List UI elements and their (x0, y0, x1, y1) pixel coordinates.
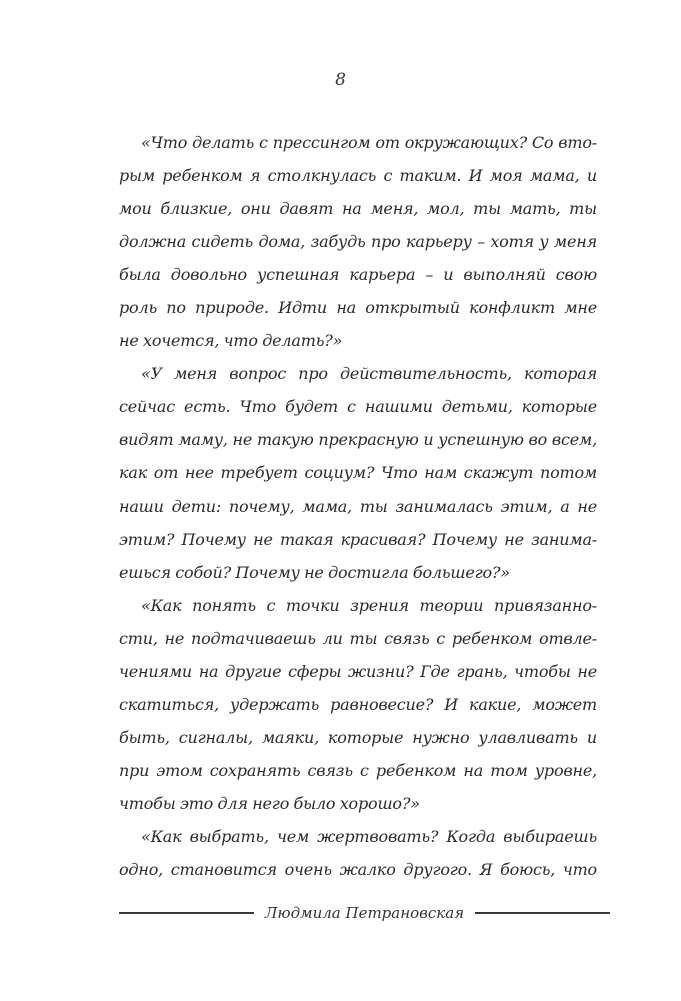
text-line: была довольно успешная карьера – и выполняй свою (119, 265, 597, 285)
text-line: этим? Почему не такая красивая? Почему не занима- (119, 529, 597, 549)
text-line: наши дети: почему, мама, ты занималась этим, а не (119, 496, 597, 516)
text-line: «У меня вопрос про действительность, которая (141, 364, 597, 384)
text-line: не хочется, что делать?» (119, 331, 343, 351)
text-line: чтобы это для него было хорошо?» (119, 793, 420, 813)
text-line: скатиться, удержать равновесие? И какие, может (119, 694, 597, 714)
page-number: 8 (335, 70, 346, 90)
body-text (119, 126, 597, 886)
text-line: ешься собой? Почему не достигла большего?» (119, 562, 510, 582)
text-line: сейчас есть. Что будет с нашими детьми, которые (119, 397, 597, 417)
text-line: одно, становится очень жалко другого. Я боюсь, что (119, 860, 597, 880)
running-footer (119, 900, 610, 926)
text-line: как от нее требует социум? Что нам скажут потом (119, 463, 597, 483)
text-line: «Как выбрать, чем жертвовать? Когда выбираешь (141, 826, 597, 846)
text-line: сти, не подтачиваешь ли ты связь с ребенком отвле- (119, 628, 597, 648)
footer-rule-left (119, 912, 254, 914)
text-line: быть, сигналы, маяки, которые нужно улавливать и (119, 727, 597, 747)
text-line: роль по природе. Идти на открытый конфликт мне (119, 298, 597, 318)
text-line: мои близкие, они давят на меня, мол, ты мать, ты (119, 199, 597, 219)
text-line: чениями на другие сферы жизни? Где грань, чтобы не (119, 661, 597, 681)
text-line: рым ребенком я столкнулась с таким. И моя мама, и (119, 166, 597, 186)
text-line: «Как понять с точки зрения теории привязанно- (141, 595, 597, 615)
text-line: видят маму, не такую прекрасную и успешную во всем, (119, 430, 597, 450)
footer-author: Людмила Петрановская (264, 904, 465, 922)
text-line: при этом сохранять связь с ребенком на том уровне, (119, 760, 597, 780)
text-line: «Что делать с прессингом от окружающих? Со вто- (141, 133, 597, 152)
text-line: должна сидеть дома, забудь про карьеру – хотя у меня (119, 232, 597, 252)
footer-rule-right (475, 912, 610, 914)
